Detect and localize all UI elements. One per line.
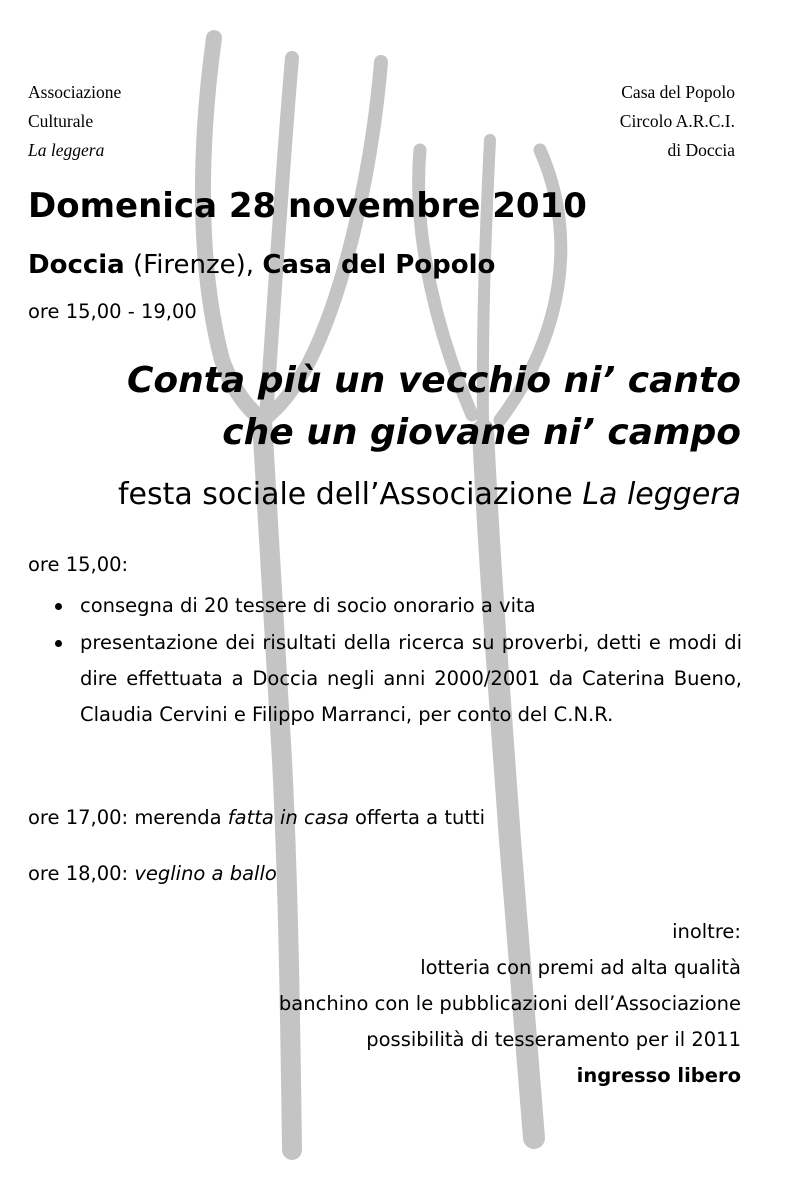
additional-item: banchino con le pubblicazioni dell’Associazione [278,992,741,1015]
motto-line: che un giovane ni’ campo [222,412,741,453]
subtitle-association-name: La leggera [582,477,741,512]
program-time-3: ore 18,00: [28,862,129,885]
event-town: Doccia [28,250,125,280]
free-entry-note: ingresso libero [576,1064,741,1087]
event-date: Domenica 28 novembre 2010 [28,186,587,226]
program-time-2-text: merenda [134,806,222,829]
program-time-2-line [28,806,485,829]
event-hours: ore 15,00 - 19,00 [28,300,197,323]
event-region: (Firenze), [133,250,255,280]
organizer-line: Associazione [28,82,122,102]
additional-item: lotteria con premi ad alta qualità [420,956,741,979]
program-time-1: ore 15,00: [28,553,129,576]
program-time-2: ore 17,00: [28,806,129,829]
organizer-venue [620,78,735,165]
additional-info [279,914,741,1094]
program-item: presentazione dei risultati della ricerca su proverbi, detti e modi di dire effettuata a Doccia negli anni 2000/2001 da Caterina Bueno, Claudia Cervini e Filippo Marranci, per conto del C.N.R. [28,625,742,733]
additional-intro: inoltre: [672,920,741,943]
organizer-association [28,78,121,165]
venue-line: di Doccia [667,140,735,160]
organizer-line: Culturale [28,111,94,131]
event-venue: Casa del Popolo [262,250,496,280]
program-time-2-emphasis: fatta in casa [227,806,349,829]
motto-line: Conta più un vecchio ni’ canto [126,360,741,401]
program-list [28,588,742,733]
event-motto [127,355,741,459]
event-location [28,250,495,280]
program-time-2-text-end: offerta a tutti [355,806,486,829]
venue-line: Circolo A.R.C.I. [619,111,735,131]
subtitle-text: festa sociale dell’Associazione [117,477,573,512]
venue-line: Casa del Popolo [621,82,735,102]
program-time-3-line [28,862,277,885]
program-item: consegna di 20 tessere di socio onorario a vita [28,588,742,624]
program-time-3-emphasis: veglino a ballo [134,862,277,885]
organizer-name: La leggera [28,140,105,160]
event-subtitle [118,477,741,512]
additional-item: possibilità di tesseramento per il 2011 [366,1028,741,1051]
